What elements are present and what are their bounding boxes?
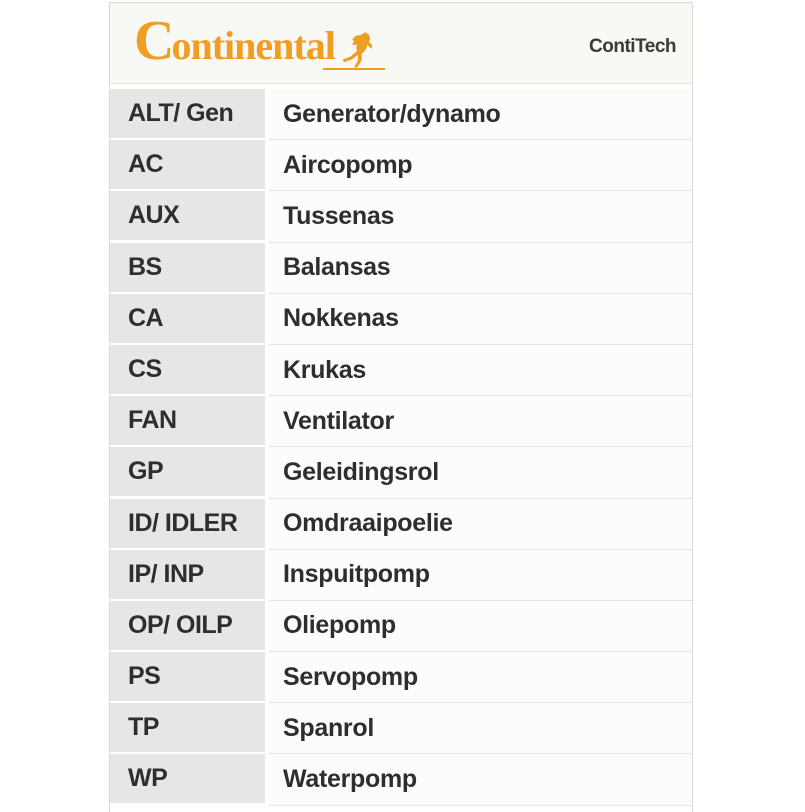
abbreviation-legend-table: [110, 89, 692, 806]
meaning-cell: Inspuitpomp: [269, 550, 692, 601]
abbreviation-cell: AUX: [110, 191, 265, 240]
table-row: [110, 89, 692, 140]
meaning-cell: Omdraaipoelie: [269, 499, 692, 550]
abbreviation-cell: ID/ IDLER: [110, 499, 265, 548]
meaning-cell: Nokkenas: [269, 294, 692, 345]
rearing-horse-icon: [337, 29, 377, 73]
meaning-cell: Krukas: [269, 345, 692, 396]
meaning-cell: Tussenas: [269, 191, 692, 242]
meaning-cell: Spanrol: [269, 703, 692, 754]
meaning-cell: Generator/dynamo: [269, 89, 692, 140]
abbreviation-cell: IP/ INP: [110, 550, 265, 599]
legend-panel: [109, 2, 693, 812]
table-row: [110, 294, 692, 345]
horse-underline: [323, 68, 385, 70]
table-row: [110, 345, 692, 396]
abbreviation-cell: CS: [110, 345, 265, 394]
meaning-cell: Geleidingsrol: [269, 447, 692, 498]
brand-header: [110, 3, 692, 84]
abbreviation-cell: FAN: [110, 396, 265, 445]
continental-wordmark: Continental: [134, 10, 335, 72]
meaning-cell: Oliepomp: [269, 601, 692, 652]
meaning-cell: Balansas: [269, 243, 692, 294]
table-row: [110, 140, 692, 191]
meaning-cell: Servopomp: [269, 652, 692, 703]
abbreviation-cell: TP: [110, 703, 265, 752]
abbreviation-cell: WP: [110, 754, 265, 803]
abbreviation-cell: ALT/ Gen: [110, 89, 265, 138]
table-row: [110, 243, 692, 294]
meaning-cell: Ventilator: [269, 396, 692, 447]
contitech-wordmark: ContiTech: [589, 36, 676, 57]
table-row: [110, 447, 692, 498]
table-row: [110, 396, 692, 447]
continental-logo: [134, 10, 377, 73]
table-row: [110, 754, 692, 805]
abbreviation-cell: CA: [110, 294, 265, 343]
table-row: [110, 191, 692, 242]
table-row: [110, 550, 692, 601]
abbreviation-cell: PS: [110, 652, 265, 701]
meaning-cell: Aircopomp: [269, 140, 692, 191]
table-row: [110, 601, 692, 652]
table-row: [110, 499, 692, 550]
abbreviation-cell: AC: [110, 140, 265, 189]
table-row: [110, 652, 692, 703]
abbreviation-cell: OP/ OILP: [110, 601, 265, 650]
table-row: [110, 703, 692, 754]
abbreviation-cell: BS: [110, 243, 265, 292]
abbreviation-cell: GP: [110, 447, 265, 496]
meaning-cell: Waterpomp: [269, 754, 692, 805]
